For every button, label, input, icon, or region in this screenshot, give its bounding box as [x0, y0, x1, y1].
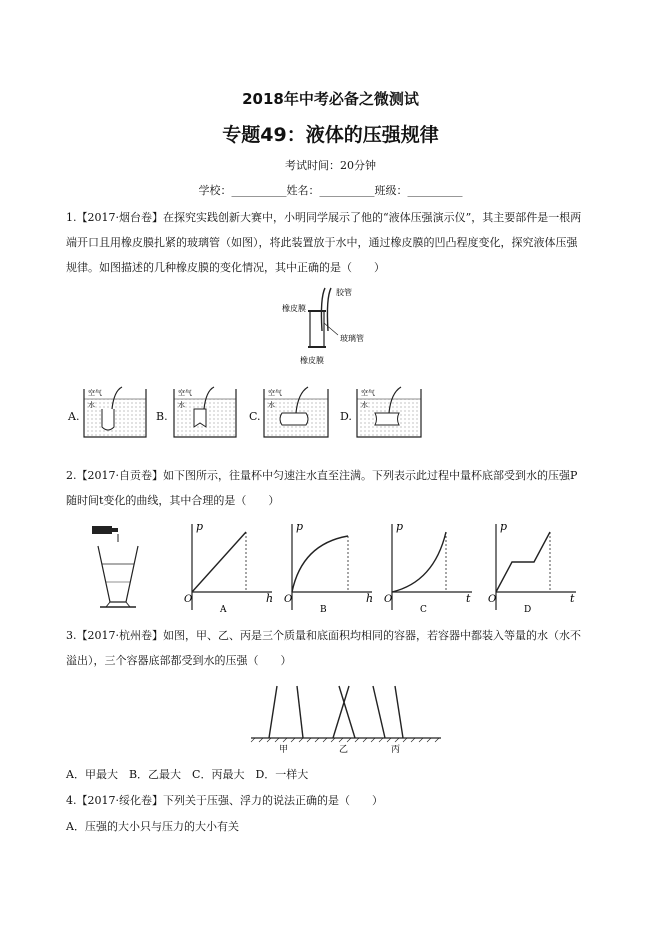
- water-label: 水: [88, 401, 95, 409]
- container-jia: 甲: [279, 745, 289, 755]
- q1-option-c-figure: [262, 385, 334, 440]
- svg-text:p: p: [396, 520, 404, 533]
- page-title: 2018年中考必备之微测试: [242, 90, 419, 108]
- q2-measuring-cup-figure: [84, 520, 164, 615]
- svg-text:p: p: [296, 520, 304, 533]
- air-label: 空气: [88, 389, 102, 397]
- exam-time: 考试时间：20分钟: [285, 159, 376, 172]
- svg-text:t: t: [466, 592, 471, 605]
- q1-option-b-figure: [172, 385, 242, 440]
- q1-option-b: B.: [156, 410, 168, 423]
- svg-text:O: O: [384, 594, 393, 605]
- label-membrane-top: 橡皮膜: [282, 304, 306, 313]
- svg-text:D: D: [524, 605, 532, 615]
- q3-options: A．甲最大 B．乙最大 C．丙最大 D．一样大: [66, 768, 309, 781]
- label-membrane-bottom: 橡皮膜: [300, 356, 324, 365]
- q2-graph-a: [180, 518, 280, 618]
- svg-text:h: h: [366, 592, 374, 605]
- container-yi: 乙: [339, 745, 349, 755]
- air-label: 空气: [268, 389, 282, 397]
- air-label: 空气: [361, 389, 375, 397]
- svg-text:O: O: [184, 594, 193, 605]
- q2-graph-d: [484, 518, 584, 618]
- q1-apparatus-figure: [280, 283, 390, 373]
- q4-line-1: 4.【2017·绥化卷】下列关于压强、浮力的说法正确的是（ ）: [66, 794, 383, 807]
- water-label: 水: [361, 401, 368, 409]
- q2-line-2: 随时间t变化的曲线，其中合理的是（ ）: [66, 494, 280, 507]
- q2-graph-c: [380, 518, 480, 618]
- student-info-line: 学校：__________姓名：__________班级：__________: [198, 184, 463, 197]
- water-label: 水: [178, 401, 185, 409]
- q2-line-1: 2.【2017·自贡卷】如下图所示，往量杯中匀速注水直至注满。下列表示此过程中量杯底部受到水的压强P: [66, 469, 578, 482]
- q1-line-3: 规律。如图描述的几种橡皮膜的变化情况，其中正确的是（ ）: [66, 261, 385, 274]
- topic-title: 专题49：液体的压强规律: [222, 124, 439, 146]
- q1-option-d-figure: [355, 385, 427, 440]
- q2-graph-b: [280, 518, 380, 618]
- svg-text:p: p: [500, 520, 508, 533]
- q1-option-a: A.: [68, 410, 80, 423]
- svg-text:t: t: [570, 592, 575, 605]
- svg-text:C: C: [420, 605, 427, 615]
- q3-line-2: 溢出），三个容器底部都受到水的压强（ ）: [66, 654, 292, 667]
- water-label: 水: [268, 401, 275, 409]
- q1-option-c: C.: [249, 410, 261, 423]
- q1-line-2: 端开口且用橡皮膜扎紧的玻璃管（如图），将此装置放于水中，通过橡皮膜的凹凸程度变化，探究液体压强: [66, 236, 578, 249]
- svg-text:p: p: [196, 520, 204, 533]
- q3-line-1: 3.【2017·杭州卷】如图，甲、乙、丙是三个质量和底面积均相同的容器，若容器中都装入等量的水（水不: [66, 629, 581, 642]
- container-bing: 丙: [391, 745, 401, 755]
- svg-text:B: B: [320, 605, 327, 615]
- q1-line-1: 1.【2017·烟台卷】在探究实践创新大赛中，小明同学展示了他的“液体压强演示仪”，其主要部件是一根两: [66, 211, 582, 224]
- q4-option-a: A．压强的大小只与压力的大小有关: [66, 820, 239, 833]
- q3-containers-figure: [245, 678, 445, 756]
- label-glass-tube: 玻璃管: [340, 334, 364, 343]
- svg-text:A: A: [220, 605, 227, 615]
- label-tube: 胶管: [336, 288, 352, 297]
- svg-text:O: O: [284, 594, 293, 605]
- svg-text:h: h: [266, 592, 274, 605]
- svg-text:O: O: [488, 594, 497, 605]
- q1-option-a-figure: [82, 385, 152, 440]
- q1-option-d: D.: [340, 410, 352, 423]
- air-label: 空气: [178, 389, 192, 397]
